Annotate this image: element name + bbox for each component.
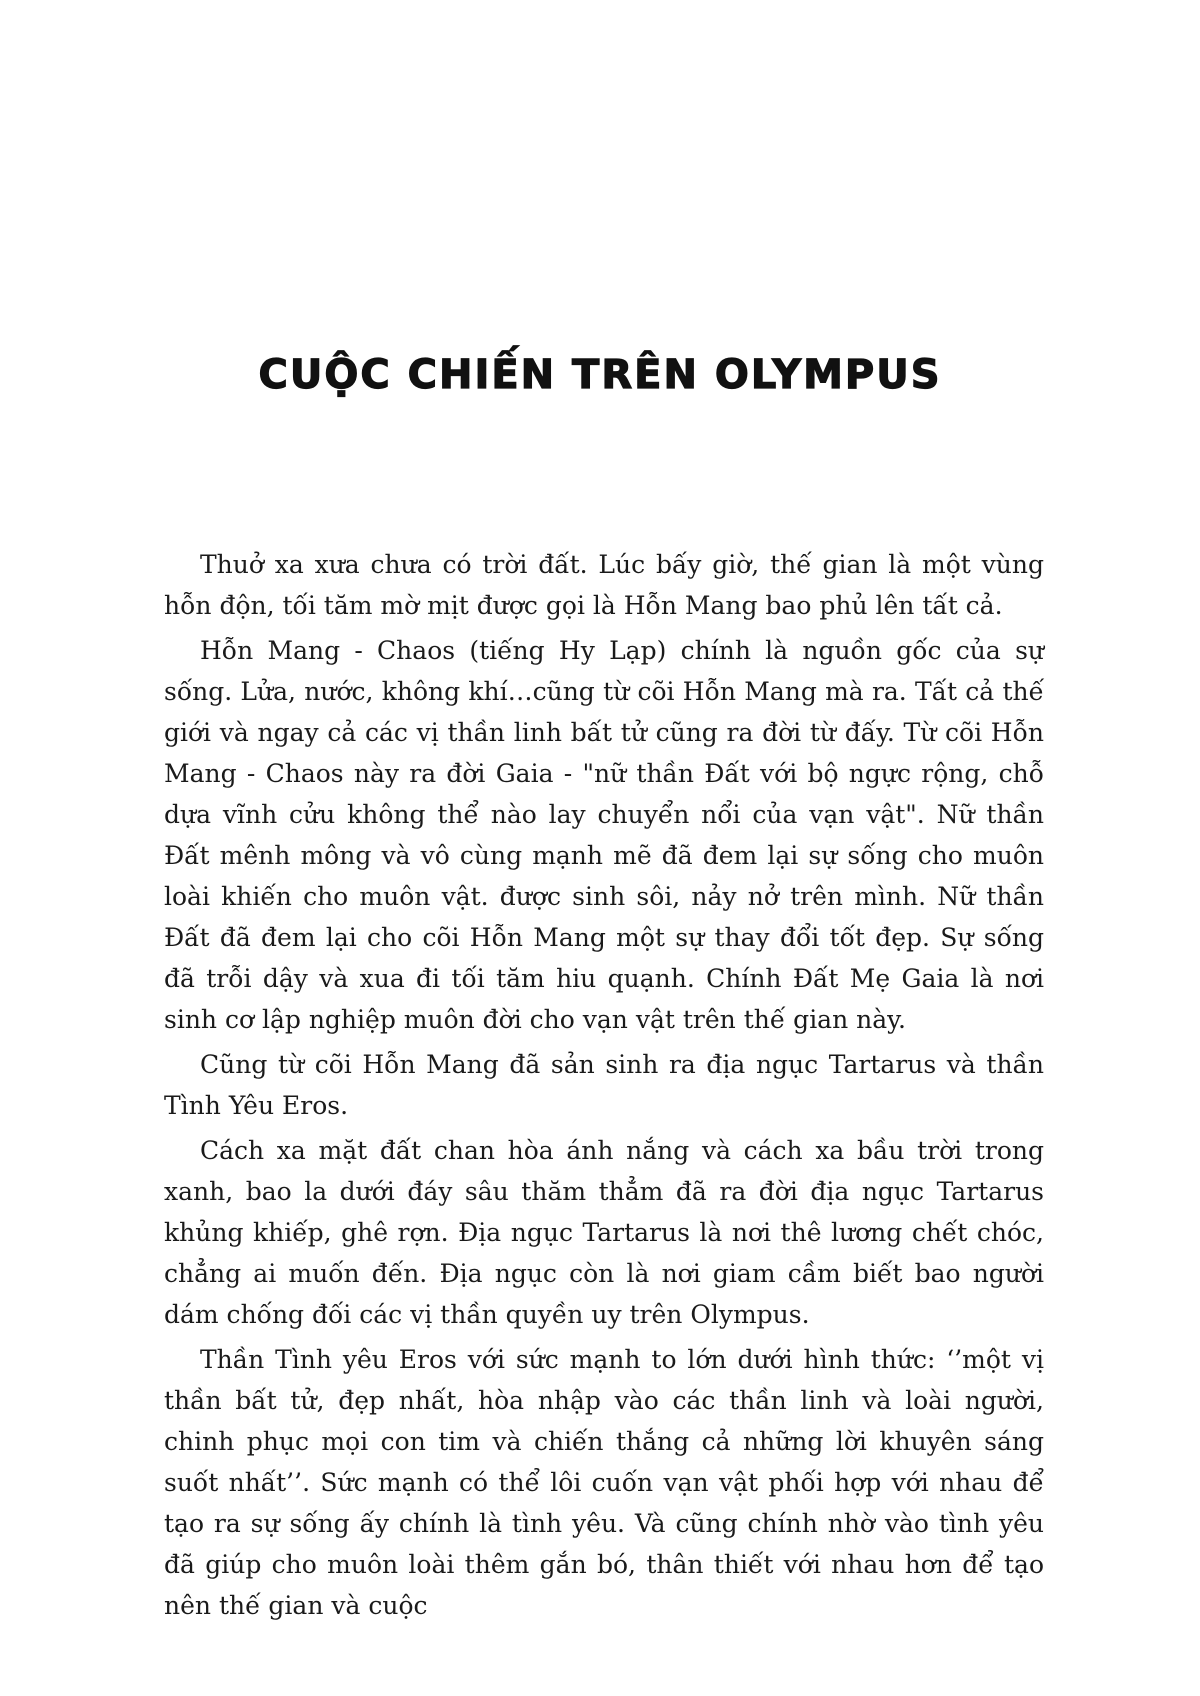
body-text: [164, 544, 1044, 1630]
paragraph: Cũng từ cõi Hỗn Mang đã sản sinh ra địa ngục Tartarus và thần Tình Yêu Eros.: [164, 1050, 1044, 1120]
paragraph: Hỗn Mang - Chaos (tiếng Hy Lạp) chính là nguồn gốc của sự sống. Lửa, nước, không khí…cũng từ cõi Hỗn Mang mà ra. Tất cả thế giới và ngay cả các vị thần linh bất tử cũng ra đời từ đấy. Từ cõi Hỗn Mang - Chaos này ra đời Gaia - "nữ thần Đất với bộ ngực rộng, chỗ dựa vĩnh cửu không thể nào lay chuyển nổi của vạn vật". Nữ thần Đất mênh mông và vô cùng mạnh mẽ đã đem lại sự sống cho muôn loài khiến cho muôn vật. được sinh sôi, nảy nở trên mình. Nữ thần Đất đã đem lại cho cõi Hỗn Mang một sự thay đổi tốt đẹp. Sự sống đã trỗi dậy và xua đi tối tăm hiu quạnh. Chính Đất Mẹ Gaia là nơi sinh cơ lập nghiệp muôn đời cho vạn vật trên thế gian này.: [164, 636, 1044, 1034]
paragraph: Thuở xa xưa chưa có trời đất. Lúc bấy giờ, thế gian là một vùng hỗn độn, tối tăm mờ mịt được gọi là Hỗn Mang bao phủ lên tất cả.: [164, 550, 1044, 620]
paragraph: Thần Tình yêu Eros với sức mạnh to lớn dưới hình thức: ‘’một vị thần bất tử, đẹp nhất, hòa nhập vào các thần linh và loài người, chinh phục mọi con tim và chiến thắng cả những lời khuyên sáng suốt nhất’’. Sức mạnh có thể lôi cuốn vạn vật phối hợp với nhau để tạo ra sự sống ấy chính là tình yêu. Và cũng chính nhờ vào tình yêu đã giúp cho muôn loài thêm gắn bó, thân thiết với nhau hơn để tạo nên thế gian và cuộc: [164, 1345, 1044, 1620]
chapter-title: CUỘC CHIẾN TRÊN OLYMPUS: [258, 352, 942, 398]
paragraph: Cách xa mặt đất chan hòa ánh nắng và cách xa bầu trời trong xanh, bao la dưới đáy sâu thăm thẳm đã ra đời địa ngục Tartarus khủng khiếp, ghê rợn. Địa ngục Tartarus là nơi thê lương chết chóc, chẳng ai muốn đến. Địa ngục còn là nơi giam cầm biết bao người dám chống đối các vị thần quyền uy trên Olympus.: [164, 1136, 1044, 1329]
